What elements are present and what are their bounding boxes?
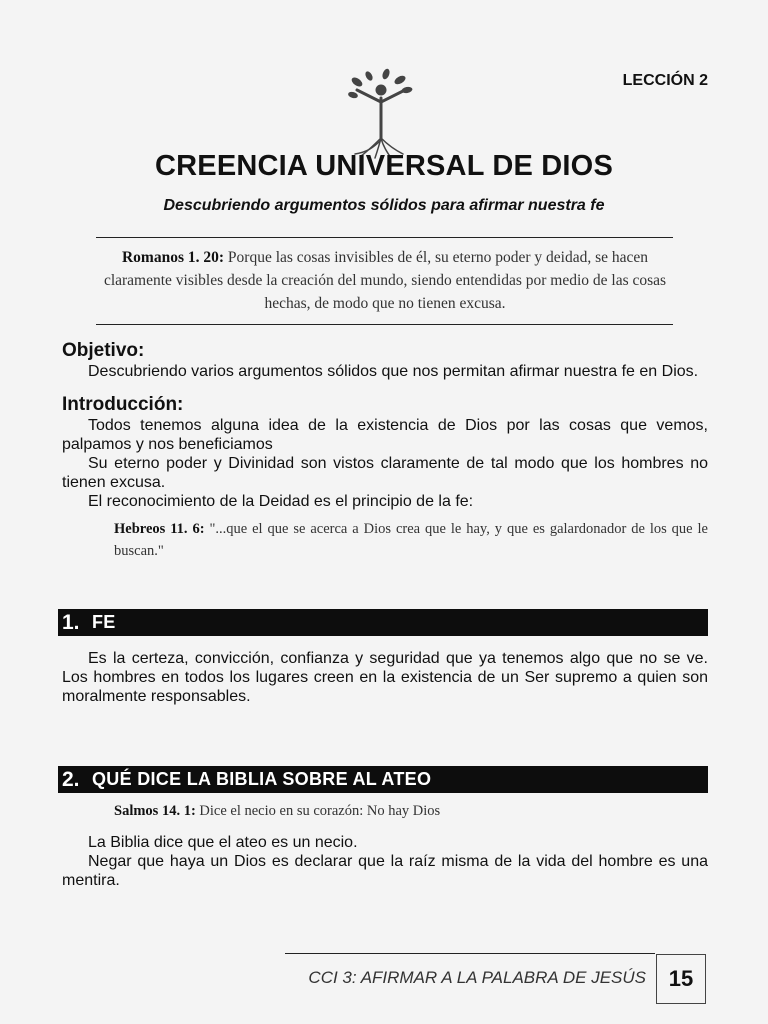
section-quote-reference: Salmos 14. 1:	[114, 803, 196, 819]
divider-top	[96, 237, 673, 238]
section-title: FE	[92, 612, 116, 632]
section-number: 1.	[62, 610, 80, 634]
divider-bottom	[96, 324, 673, 325]
section-paragraph: Es la certeza, convicción, confianza y seguridad que ya tenemos algo que no se ve. Los hombres en todos los lugares creen en la existencia de un Ser supremo a quien son moralmente responsables.	[62, 650, 708, 705]
intro-content	[62, 340, 708, 562]
lesson-number: LECCIÓN 2	[622, 72, 708, 89]
section-body-ateo	[62, 833, 708, 890]
objective-text: Descubriendo varios argumentos sólidos que nos permitan afirmar nuestra fe en Dios.	[88, 363, 699, 380]
key-verse	[97, 246, 673, 315]
key-verse-text: Porque las cosas invisibles de él, su eterno poder y deidad, se hacen claramente visibles desde la creación del mundo, siendo entendidas por medio de las cosas hechas, de modo que no tienen excusa.	[103, 249, 667, 312]
page-title: CREENCIA UNIVERSAL DE DIOS	[155, 150, 613, 182]
intro-quote-text: "...que el que se acerca a Dios crea que le hay, y que es galardonador de los que le buscan."	[114, 521, 708, 559]
section-paragraph: La Biblia dice que el ateo es un necio.	[88, 834, 358, 851]
page-subtitle: Descubriendo argumentos sólidos para afirmar nuestra fe	[163, 197, 605, 214]
section-header-ateo	[58, 766, 708, 793]
section-quote	[114, 800, 708, 822]
tree-roots-icon	[345, 68, 420, 160]
intro-quote-reference: Hebreos 11. 6:	[114, 521, 205, 537]
section-number: 2.	[62, 767, 80, 791]
section-title: QUÉ DICE LA BIBLIA SOBRE AL ATEO	[92, 769, 432, 789]
introduction-heading: Introducción:	[62, 394, 184, 415]
intro-paragraph: El reconocimiento de la Deidad es el principio de la fe:	[88, 493, 474, 510]
intro-quote	[114, 518, 708, 562]
footer-book-title: CCI 3: AFIRMAR A LA PALABRA DE JESÚS	[308, 968, 646, 987]
intro-paragraph: Todos tenemos alguna idea de la existencia de Dios por las cosas que vemos, palpamos y nos beneficiamos	[62, 417, 708, 453]
page-number: 15	[656, 954, 706, 1004]
footer-divider	[285, 953, 655, 954]
section-quote-text: Dice el necio en su corazón: No hay Dios	[195, 803, 441, 819]
intro-paragraph: Su eterno poder y Divinidad son vistos claramente de tal modo que los hombres no tienen excusa.	[62, 455, 708, 491]
key-verse-reference: Romanos 1. 20:	[121, 249, 225, 266]
objective-heading: Objetivo:	[62, 340, 145, 361]
section-paragraph: Negar que haya un Dios es declarar que la raíz misma de la vida del hombre es una mentira.	[62, 853, 708, 889]
section-header-fe	[58, 609, 708, 636]
section-body-fe	[62, 649, 708, 706]
